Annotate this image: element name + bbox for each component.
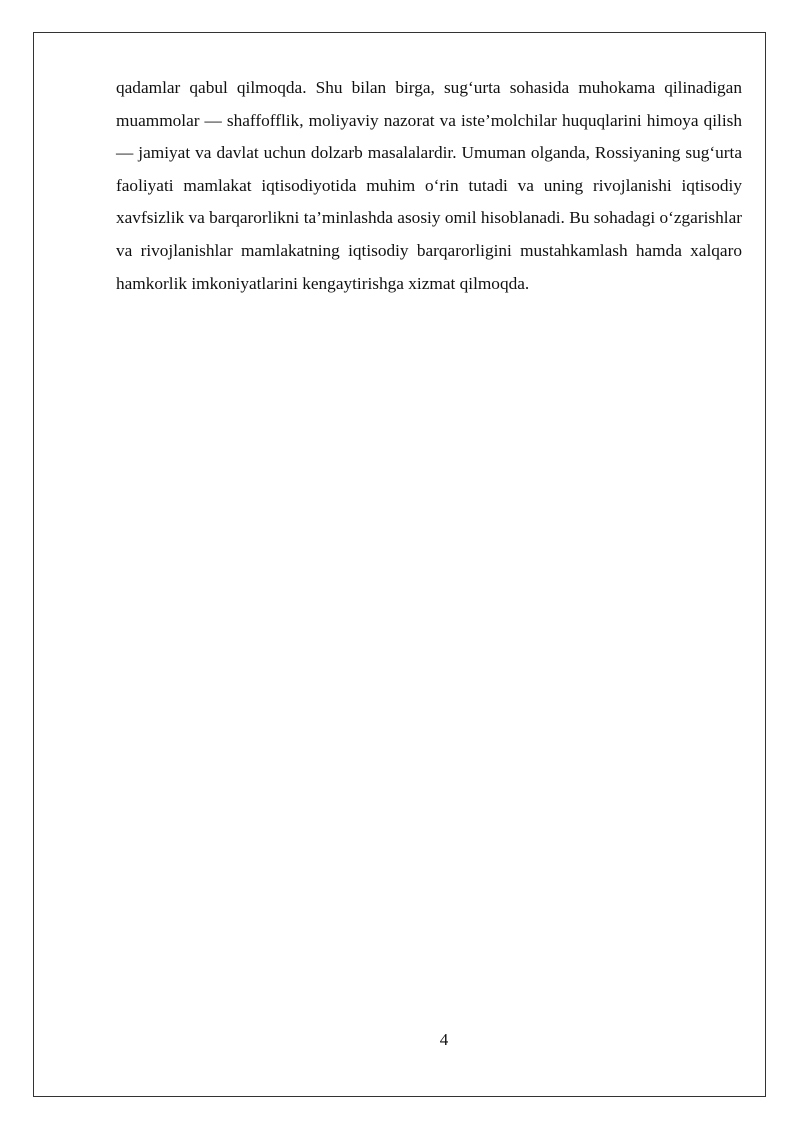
page-number: 4 [439,1030,449,1049]
body-paragraph: qadamlar qabul qilmoqda. Shu bilan birga, sug‘urta sohasida muhokama qilinadigan muammolar — shaffofflik, moliyaviy nazorat va iste’molchilar huquqlarini himoya qilish — jamiyat va davlat uchun dolzarb masalalardir. Umuman olganda, Rossiyaning sug‘urta faoliyati mamlakat iqtisodiyotida muhim o‘rin tutadi va uning rivojlanishi iqtisodiy xavfsizlik va barqarorlikni ta’minlashda asosiy omil hisoblanadi. Bu sohadagi o‘zgarishlar va rivojlanishlar mamlakatning iqtisodiy barqarorligini mustahkamlash hamda xalqaro hamkorlik imkoniyatlarini kengaytirishga xizmat qilmoqda. [116,78,742,293]
